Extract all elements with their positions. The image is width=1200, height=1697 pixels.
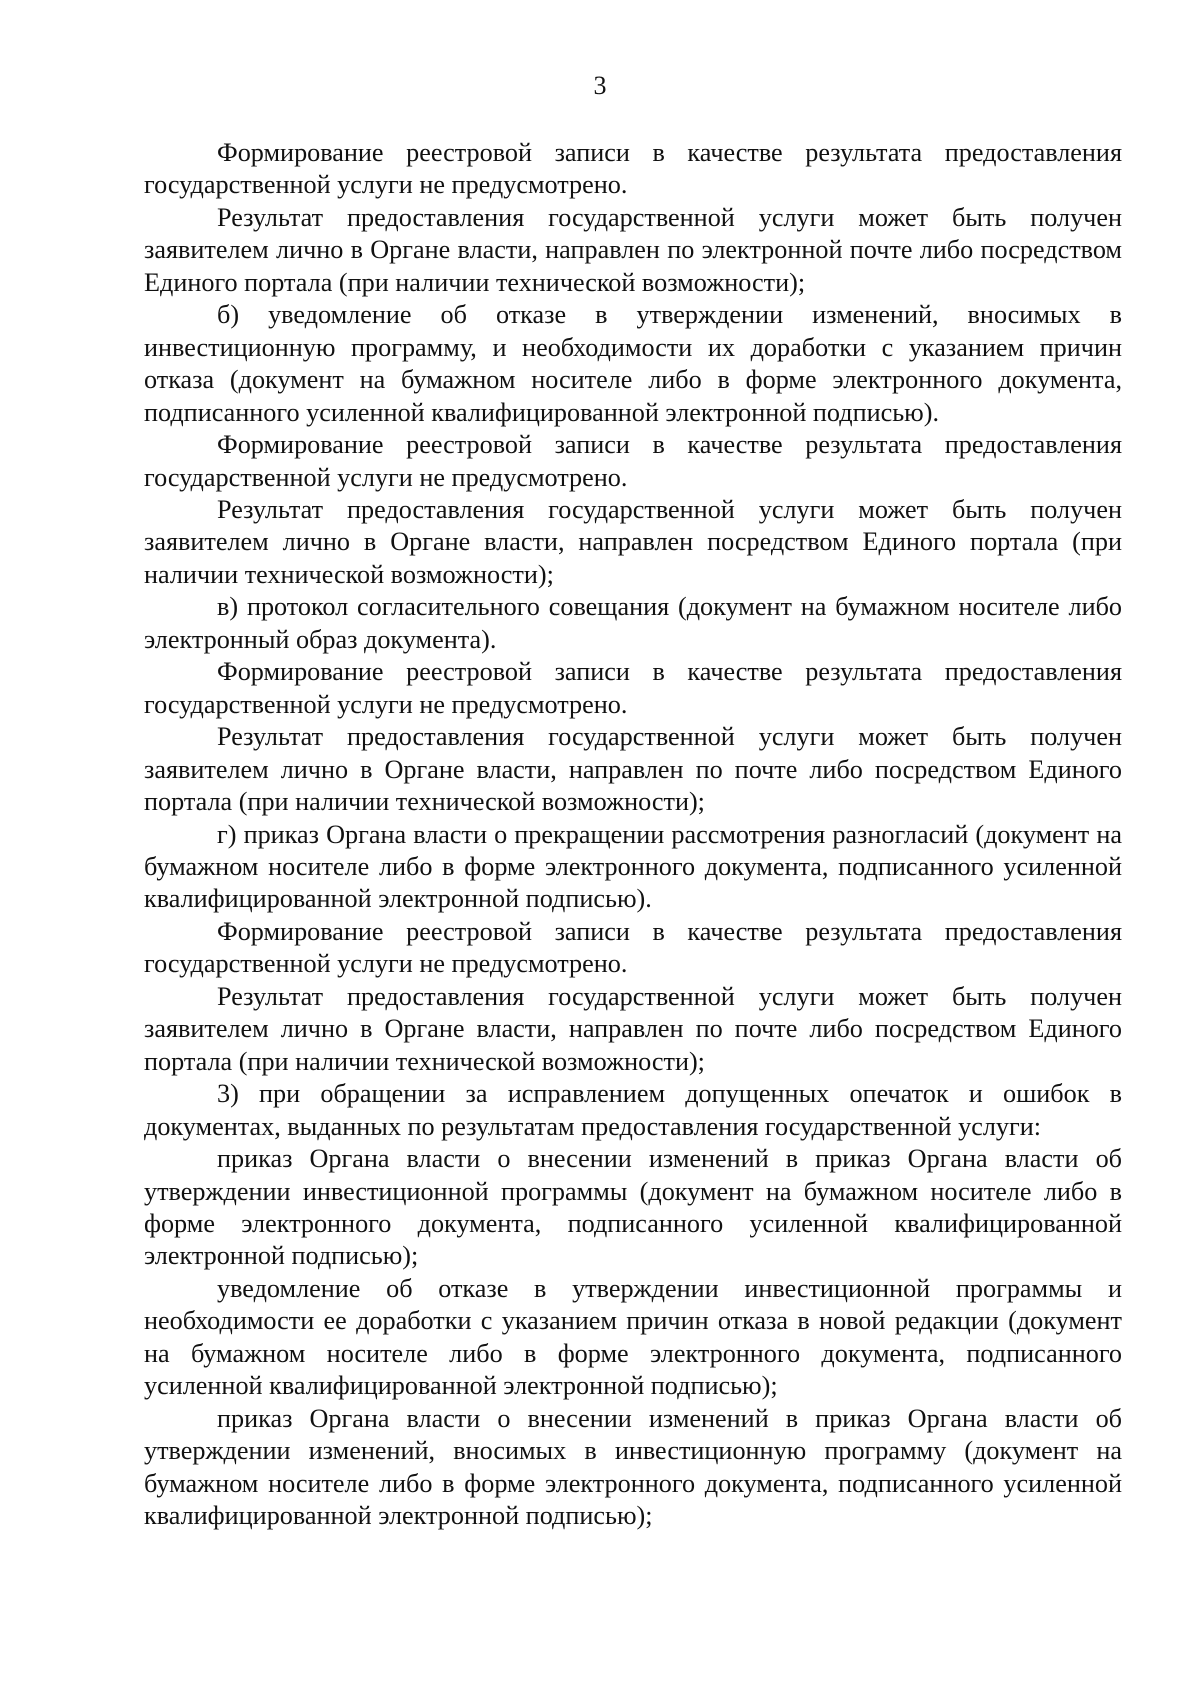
paragraph: Формирование реестровой записи в качестве результата предоставления государственной услуги не предусмотрено. bbox=[144, 430, 1122, 492]
page-number: 3 bbox=[593, 71, 607, 100]
paragraph: Результат предоставления государственной услуги может быть получен заявителем лично в Органе власти, направлен по электронной почте либо посредством Единого портала (при наличии технической возможности); bbox=[144, 202, 1122, 297]
paragraph: приказ Органа власти о внесении изменений в приказ Органа власти об утверждении инвестиционной программы (документ на бумажном носителе либо в форме электронного документа, подписанного усиленной квалифицированной электронной подписью); bbox=[144, 1144, 1122, 1271]
paragraph: Формирование реестровой записи в качестве результата предоставления государственной услуги не предусмотрено. bbox=[144, 916, 1122, 979]
paragraph: Формирование реестровой записи в качестве результата предоставления государственной услуги не предусмотрено. bbox=[144, 138, 1122, 200]
paragraph: Результат предоставления государственной услуги может быть получен заявителем лично в Органе власти, направлен по почте либо посредством Единого портала (при наличии технической возможности); bbox=[144, 981, 1122, 1076]
paragraph: 3) при обращении за исправлением допущенных опечаток и ошибок в документах, выданных по результатам предоставления государственной услуги: bbox=[144, 1079, 1122, 1141]
paragraph: б) уведомление об отказе в утверждении изменений, вносимых в инвестиционную программу, и необходимости их доработки с указанием причин отказа (документ на бумажном носителе либо в форме электронного документа, подписанного усиленной квалифицированной электронной подписью). bbox=[144, 300, 1122, 427]
paragraph: Результат предоставления государственной услуги может быть получен заявителем лично в Органе власти, направлен посредством Единого портала (при наличии технической возможности); bbox=[144, 494, 1122, 589]
paragraph: уведомление об отказе в утверждении инвестиционной программы и необходимости ее доработки с указанием причин отказа в новой редакции (документ на бумажном носителе либо в форме электронного документа, подписанного усиленной квалифицированной электронной подписью); bbox=[144, 1273, 1122, 1401]
paragraph: г) приказ Органа власти о прекращении рассмотрения разногласий (документ на бумажном носителе либо в форме электронного документа, подписанного усиленной квалифицированной электронной подписью). bbox=[144, 819, 1122, 914]
paragraph: Формирование реестровой записи в качестве результата предоставления государственной услуги не предусмотрено. bbox=[144, 657, 1122, 719]
paragraph: приказ Органа власти о внесении изменений в приказ Органа власти об утверждении изменений, вносимых в инвестиционную программу (документ на бумажном носителе либо в форме электронного документа, подписанного усиленной квалифицированной электронной подписью); bbox=[144, 1403, 1122, 1531]
document-body bbox=[144, 137, 1122, 1532]
paragraph: Результат предоставления государственной услуги может быть получен заявителем лично в Органе власти, направлен по почте либо посредством Единого портала (при наличии технической возможности); bbox=[144, 722, 1122, 817]
paragraph: в) протокол согласительного совещания (документ на бумажном носителе либо электронный образ документа). bbox=[144, 592, 1122, 654]
